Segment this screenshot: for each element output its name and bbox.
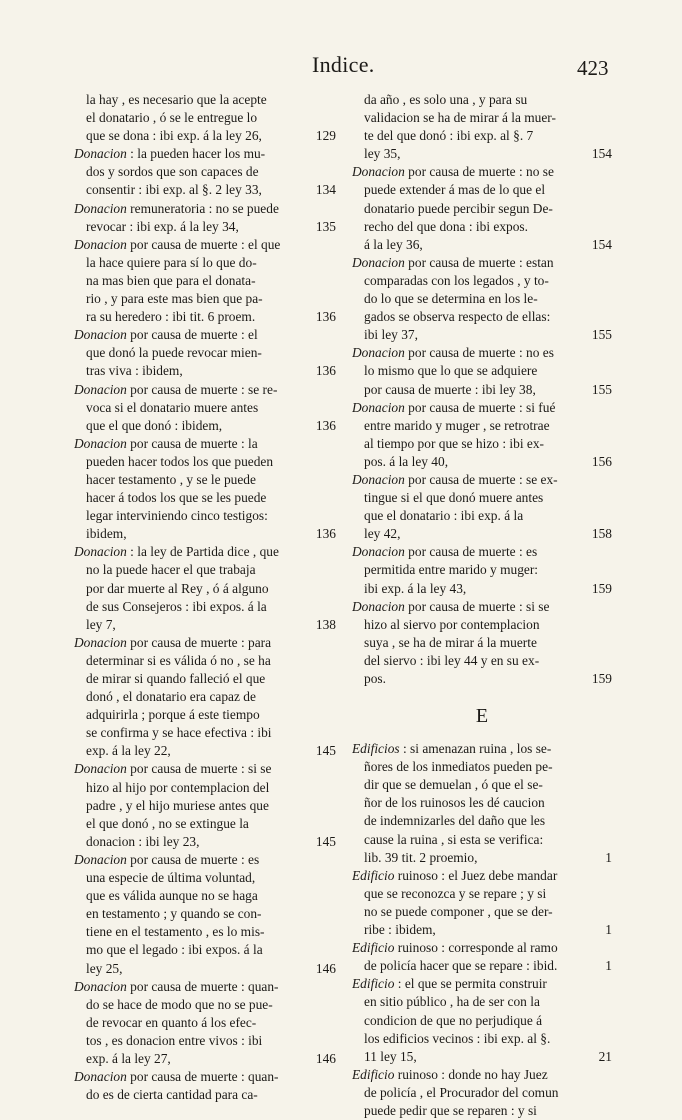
- entry-text-line: donó , el donatario era capaz de: [86, 689, 256, 705]
- entry-text-line: por causa de muerte : el: [130, 327, 258, 343]
- entry-text-line: cause la ruina , si esta se verifica:: [364, 831, 544, 847]
- page-reference: 159: [591, 671, 612, 686]
- entry-text-line: ley 7,: [86, 616, 116, 632]
- page-reference: 158: [591, 526, 612, 542]
- entry-text-line: hizo al hijo por contemplacion del: [86, 779, 270, 795]
- section-letter: E: [475, 705, 489, 728]
- entry-headword: Donacion: [352, 345, 405, 361]
- page-reference: 1: [605, 958, 612, 974]
- page-reference: 155: [591, 327, 612, 343]
- entry-text-line: : si amenazan ruina , los se-: [402, 741, 552, 757]
- entry-text-line: por causa de muerte : quan-: [130, 978, 279, 994]
- entry-text-line: do se hace de modo que no se pue-: [86, 996, 273, 1012]
- entry-headword: Donacion: [352, 164, 405, 180]
- entry-text-line: tingue si el que donó muere antes: [364, 490, 544, 506]
- entry-text-line: por causa de muerte : ibi ley 38,: [364, 381, 536, 397]
- entry-text-line: que donó la puede revocar mien-: [86, 345, 262, 361]
- page-reference: 146: [315, 960, 336, 976]
- entry-text-line: por dar muerte al Rey , ó á alguno: [86, 580, 269, 596]
- entry-text-line: ñor de los ruinosos les dé caucion: [364, 795, 545, 811]
- index-entry: [352, 254, 612, 344]
- entry-text-line: revocar : ibi exp. á la ley 34,: [86, 218, 239, 234]
- entry-text-line: el donatario , ó se le entregue lo: [86, 110, 258, 126]
- entry-text-line: por causa de muerte : se ex-: [408, 471, 558, 487]
- entry-text-line: no la puede hacer el que trabaja: [86, 562, 256, 578]
- entry-text-line: do es de cierta cantidad para ca-: [86, 1087, 258, 1103]
- entry-text-line: donacion : ibi ley 23,: [86, 833, 200, 849]
- entry-text-line: puede extender á mas de lo que el: [364, 182, 546, 198]
- index-entry: [352, 975, 612, 1065]
- entry-text-line: condicion de que no perjudique á: [364, 1012, 543, 1028]
- entry-text-line: adquirirla ; porque á este tiempo: [86, 707, 260, 723]
- entry-text-line: por causa de muerte : no se: [408, 164, 554, 180]
- page-header: [0, 52, 682, 84]
- page-reference: 138: [315, 616, 336, 632]
- page-reference: 146: [315, 1050, 336, 1066]
- entry-text-line: ibi exp. á la ley 43,: [364, 580, 467, 596]
- entry-text-line: ibidem,: [86, 526, 127, 542]
- page-reference: 159: [591, 580, 612, 596]
- entry-text-line: ñores de los inmediatos pueden pe-: [364, 759, 553, 775]
- entry-text-line: voca si el donatario muere antes: [86, 399, 259, 415]
- index-entry: [74, 760, 336, 850]
- index-entry: [352, 91, 612, 163]
- entry-text-line: ibi ley 37,: [364, 327, 418, 343]
- page-reference: 136: [315, 417, 336, 433]
- entry-text-line: dir que se demuelan , ó que el se-: [364, 777, 543, 793]
- entry-headword: Donacion: [74, 1069, 127, 1085]
- entry-text-line: padre , y el hijo muriese antes que: [86, 797, 269, 813]
- entry-text-line: por causa de muerte : el que: [130, 236, 281, 252]
- index-entry: [352, 399, 612, 471]
- index-entry: [352, 471, 612, 543]
- index-entry: [352, 163, 612, 253]
- index-entry: [352, 1066, 612, 1120]
- entry-text-line: no se puede componer , que se der-: [364, 903, 553, 919]
- entry-text-line: de mirar si quando falleció el que: [86, 671, 266, 686]
- entry-text-line: tos , es donacion entre vivos : ibi: [86, 1032, 263, 1048]
- entry-text-line: la hace quiere para sí lo que do-: [86, 254, 257, 270]
- entry-text-line: de policía , el Procurador del comun: [364, 1084, 559, 1100]
- entry-text-line: ley 35,: [364, 146, 401, 162]
- entry-text-line: pueden hacer todos los que pueden: [86, 453, 274, 469]
- entry-text-line: los edificios vecinos : ibi exp. al §.: [364, 1030, 551, 1046]
- page-reference: 21: [598, 1048, 612, 1064]
- entry-text-line: por causa de muerte : estan: [408, 254, 554, 270]
- page-reference: 1: [605, 849, 612, 865]
- entry-headword: Edificio: [352, 976, 395, 992]
- entry-headword: Donacion: [74, 327, 127, 343]
- entry-text-line: lo mismo que lo que se adquiere: [364, 363, 538, 379]
- entry-text-line: legar interviniendo cinco testigos:: [86, 508, 268, 524]
- entry-headword: Donacion: [352, 471, 405, 487]
- page-reference: 145: [315, 833, 336, 849]
- entry-text-line: por causa de muerte : quan-: [130, 1069, 279, 1085]
- entry-text-line: pos. á la ley 40,: [364, 453, 449, 469]
- entry-headword: Donacion: [74, 634, 127, 650]
- entry-headword: Donacion: [352, 399, 405, 415]
- right-column-entries-e: [352, 740, 612, 1120]
- page-reference: 136: [315, 309, 336, 325]
- entry-text-line: por causa de muerte : la: [130, 435, 258, 451]
- entry-text-line: por causa de muerte : si se: [408, 598, 550, 614]
- entry-text-line: : el que se permita construir: [397, 976, 547, 992]
- entry-text-line: ley 25,: [86, 960, 123, 976]
- page-reference: 154: [591, 236, 612, 252]
- right-column: [352, 91, 612, 1120]
- entry-text-line: remuneratoria : no se puede: [130, 200, 279, 216]
- entry-text-line: puede pedir que se reparen : y si: [364, 1102, 537, 1118]
- entry-text-line: á la ley 36,: [364, 236, 423, 252]
- index-entry: [352, 598, 612, 688]
- page-reference: 134: [315, 182, 336, 198]
- page-reference: 145: [315, 743, 336, 759]
- index-entry: [74, 91, 336, 145]
- page-reference: 136: [315, 363, 336, 379]
- entry-text-line: en sitio público , ha de ser con la: [364, 994, 540, 1010]
- entry-text-line: ley 42,: [364, 526, 401, 542]
- entry-text-line: ribe : ibidem,: [364, 922, 436, 938]
- entry-text-line: de revocar en quanto á los efec-: [86, 1014, 257, 1030]
- index-entry: [74, 1068, 336, 1104]
- right-column-entries-d: [352, 91, 612, 688]
- entry-text-line: pos.: [364, 671, 386, 686]
- entry-text-line: el que donó , no se extingue la: [86, 815, 249, 831]
- entry-text-line: ra su heredero : ibi tit. 6 proem.: [86, 309, 256, 325]
- entry-text-line: : la ley de Partida dice , que: [130, 544, 279, 560]
- index-entry: [352, 867, 612, 939]
- entry-text-line: consentir : ibi exp. al §. 2 ley 33,: [86, 182, 262, 198]
- entry-text-line: en testamento ; y quando se con-: [86, 906, 262, 922]
- entry-text-line: da año , es solo una , y para su: [364, 92, 528, 107]
- page-reference: 135: [315, 218, 336, 234]
- entry-text-line: te del que donó : ibi exp. al §. 7: [364, 128, 534, 144]
- entry-text-line: que el donatario : ibi exp. á la: [364, 508, 524, 524]
- page-number: 423: [577, 56, 609, 80]
- entry-text-line: la hay , es necesario que la acepte: [86, 92, 267, 107]
- entry-headword: Donacion: [74, 381, 127, 397]
- index-entry: [74, 326, 336, 380]
- entry-text-line: se confirma y se hace efectiva : ibi: [86, 725, 272, 741]
- entry-text-line: exp. á la ley 27,: [86, 1050, 171, 1066]
- entry-text-line: do lo que se determina en los le-: [364, 291, 538, 307]
- entry-text-line: de sus Consejeros : ibi expos. á la: [86, 598, 267, 614]
- entry-text-line: por causa de muerte : si fué: [408, 399, 556, 415]
- left-column: [74, 91, 336, 1104]
- entry-headword: Donacion: [74, 435, 127, 451]
- entry-text-line: de indemnizarles del daño que les: [364, 813, 546, 829]
- entry-text-line: tiene en el testamento , es lo mis-: [86, 924, 265, 940]
- entry-headword: Donacion: [74, 851, 127, 867]
- page-reference: 129: [315, 128, 336, 144]
- page-reference: 154: [591, 146, 612, 162]
- entry-text-line: ruinoso : donde no hay Juez: [397, 1066, 548, 1082]
- entry-text-line: por causa de muerte : es: [408, 544, 538, 560]
- entry-text-line: una especie de última voluntad,: [86, 870, 256, 886]
- page-reference: 155: [591, 381, 612, 397]
- entry-text-line: ruinoso : corresponde al ramo: [397, 940, 558, 956]
- entry-text-line: hizo al siervo por contemplacion: [364, 616, 540, 632]
- index-entry: [74, 435, 336, 544]
- entry-text-line: que se dona : ibi exp. á la ley 26,: [86, 128, 262, 144]
- entry-headword: Donacion: [74, 978, 127, 994]
- entry-text-line: rio , y para este mas bien que pa-: [86, 291, 263, 307]
- index-entry: [74, 978, 336, 1068]
- entry-text-line: por causa de muerte : para: [130, 634, 272, 650]
- entry-headword: Donacion: [74, 761, 127, 777]
- entry-text-line: donatario puede percibir segun De-: [364, 200, 553, 216]
- entry-text-line: que se reconozca y se repare ; y si: [364, 885, 547, 901]
- entry-text-line: por causa de muerte : es: [130, 851, 260, 867]
- entry-text-line: mo que el legado : ibi expos. á la: [86, 942, 263, 958]
- index-entry: [74, 236, 336, 326]
- entry-headword: Donacion: [74, 200, 127, 216]
- entry-headword: Edificios: [352, 741, 400, 757]
- entry-text-line: del siervo : ibi ley 44 y en su ex-: [364, 652, 540, 668]
- entry-headword: Donacion: [74, 544, 127, 560]
- entry-text-line: gados se observa respecto de ellas:: [364, 309, 551, 325]
- index-entry: [352, 543, 612, 597]
- index-entry: [352, 740, 612, 867]
- entry-text-line: hacer á todos los que se les puede: [86, 490, 267, 506]
- index-entry: [352, 939, 612, 975]
- entry-text-line: tras viva : ibidem,: [86, 363, 183, 379]
- entry-text-line: de policía hacer que se repare : ibid.: [364, 958, 558, 974]
- entry-text-line: ruinoso : el Juez debe mandar: [397, 867, 558, 883]
- entry-text-line: por causa de muerte : no es: [408, 345, 554, 361]
- entry-text-line: : la pueden hacer los mu-: [130, 146, 266, 162]
- page-reference: 156: [591, 453, 612, 469]
- entry-text-line: dos y sordos que son capaces de: [86, 164, 259, 180]
- entry-headword: Donacion: [352, 598, 405, 614]
- entry-text-line: permitida entre marido y muger:: [364, 562, 539, 578]
- index-entry: [74, 543, 336, 633]
- entry-text-line: comparadas con los legados , y to-: [364, 272, 549, 288]
- entry-text-line: na mas bien que para el donata-: [86, 272, 256, 288]
- entry-text-line: 11 ley 15,: [364, 1048, 417, 1064]
- index-entry: [74, 200, 336, 236]
- entry-text-line: determinar si es válida ó no , se ha: [86, 652, 271, 668]
- index-entry: [74, 145, 336, 199]
- running-title: Indice.: [312, 52, 375, 77]
- entry-text-line: recho del que dona : ibi expos.: [364, 218, 528, 234]
- index-entry: [74, 634, 336, 761]
- entry-headword: Donacion: [74, 236, 127, 252]
- index-entry: [74, 851, 336, 978]
- entry-headword: Edificio: [352, 1066, 395, 1082]
- entry-text-line: suya , se ha de mirar á la muerte: [364, 634, 537, 650]
- entry-text-line: por causa de muerte : si se: [130, 761, 272, 777]
- entry-headword: Edificio: [352, 867, 395, 883]
- entry-text-line: lib. 39 tit. 2 proemio,: [364, 849, 478, 865]
- page-reference: 1: [605, 922, 612, 938]
- index-entry: [352, 344, 612, 398]
- entry-headword: Edificio: [352, 940, 395, 956]
- entry-text-line: que es válida aunque no se haga: [86, 888, 258, 904]
- entry-headword: Donacion: [74, 146, 127, 162]
- entry-text-line: validacion se ha de mirar á la muer-: [364, 110, 556, 126]
- entry-headword: Donacion: [352, 254, 405, 270]
- entry-text-line: entre marido y muger , se retrotrae: [364, 417, 550, 433]
- entry-headword: Donacion: [352, 544, 405, 560]
- page-reference: 136: [315, 526, 336, 542]
- entry-text-line: exp. á la ley 22,: [86, 743, 171, 759]
- entry-text-line: al tiempo por que se hizo : ibi ex-: [364, 435, 544, 451]
- index-entry: [74, 381, 336, 435]
- entry-text-line: que el que donó : ibidem,: [86, 417, 223, 433]
- entry-text-line: hacer testamento , y se le puede: [86, 471, 256, 487]
- entry-text-line: por causa de muerte : se re-: [130, 381, 278, 397]
